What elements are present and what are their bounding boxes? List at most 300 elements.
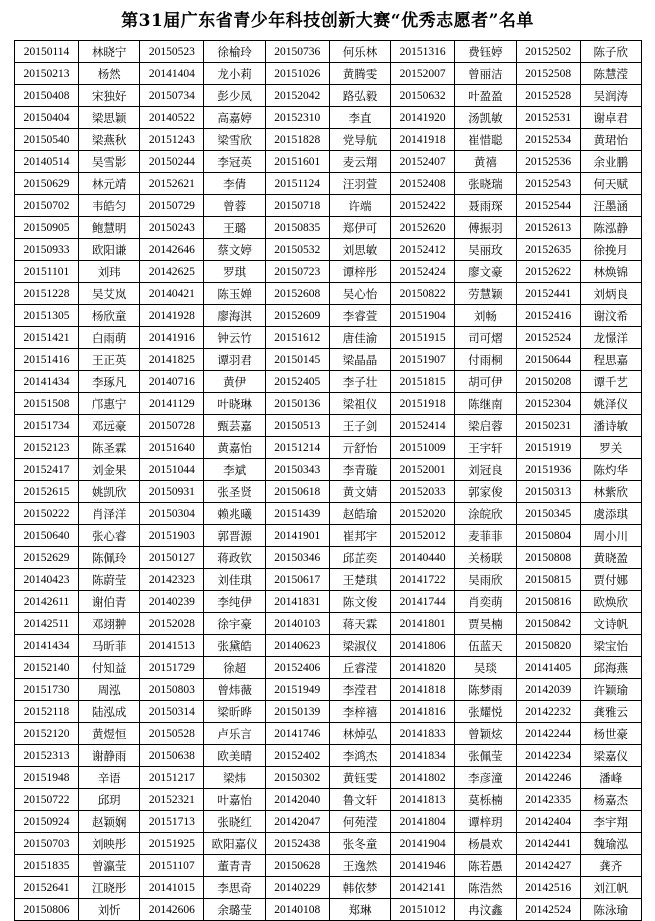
volunteer-name-cell: 李冠英 — [204, 151, 265, 173]
table-row — [15, 701, 642, 723]
volunteer-id-cell: 20152140 — [15, 657, 79, 679]
volunteer-name-cell: 王正英 — [79, 349, 140, 371]
volunteer-id-cell: 20141404 — [140, 63, 204, 85]
volunteer-id-cell: 20152438 — [265, 833, 329, 855]
volunteer-name-cell: 冉汶鑫 — [455, 899, 516, 921]
volunteer-id-cell: 20150702 — [15, 195, 79, 217]
volunteer-name-cell: 陈慧滢 — [580, 63, 641, 85]
volunteer-name-cell: 丘睿滢 — [329, 657, 390, 679]
volunteer-name-cell: 宋独好 — [79, 85, 140, 107]
volunteer-id-cell: 20141901 — [265, 525, 329, 547]
volunteer-name-cell: 林晓宁 — [79, 41, 140, 63]
volunteer-name-cell: 曾炜薇 — [204, 679, 265, 701]
volunteer-name-cell: 吴雨欣 — [455, 569, 516, 591]
volunteer-id-cell: 20150617 — [265, 569, 329, 591]
volunteer-name-cell: 李梓禧 — [329, 701, 390, 723]
volunteer-name-cell: 刘映彤 — [79, 833, 140, 855]
volunteer-name-cell: 邱海燕 — [580, 657, 641, 679]
volunteer-id-cell: 20142039 — [516, 679, 580, 701]
volunteer-name-cell: 刘江帆 — [580, 877, 641, 899]
volunteer-id-cell: 20150644 — [516, 349, 580, 371]
volunteer-id-cell: 20150404 — [15, 107, 79, 129]
volunteer-id-cell: 20150243 — [140, 217, 204, 239]
volunteer-name-cell: 郑琳 — [329, 899, 390, 921]
volunteer-id-cell: 20151601 — [265, 151, 329, 173]
volunteer-id-cell: 20142524 — [516, 899, 580, 921]
volunteer-id-cell: 20150304 — [140, 503, 204, 525]
volunteer-id-cell: 20152406 — [265, 657, 329, 679]
volunteer-id-cell: 20152118 — [15, 701, 79, 723]
volunteer-id-cell: 20150842 — [516, 613, 580, 635]
volunteer-id-cell: 20150804 — [516, 525, 580, 547]
volunteer-id-cell: 20141746 — [265, 723, 329, 745]
volunteer-name-cell: 陈继南 — [455, 393, 516, 415]
volunteer-name-cell: 郭家俊 — [455, 481, 516, 503]
volunteer-id-cell: 20152543 — [516, 173, 580, 195]
volunteer-id-cell: 20151316 — [391, 41, 455, 63]
volunteer-id-cell: 20142511 — [15, 613, 79, 635]
volunteer-name-cell: 白雨萌 — [79, 327, 140, 349]
volunteer-table — [14, 40, 642, 921]
volunteer-name-cell: 姚凯欣 — [79, 481, 140, 503]
volunteer-id-cell: 20141820 — [391, 657, 455, 679]
table-row — [15, 745, 642, 767]
volunteer-id-cell: 20151815 — [391, 371, 455, 393]
volunteer-id-cell: 20152544 — [516, 195, 580, 217]
volunteer-id-cell: 20151918 — [391, 393, 455, 415]
volunteer-name-cell: 陈若愚 — [455, 855, 516, 877]
volunteer-id-cell: 20151044 — [140, 459, 204, 481]
volunteer-name-cell: 何天赋 — [580, 173, 641, 195]
volunteer-id-cell: 20152620 — [391, 217, 455, 239]
volunteer-name-cell: 鲍慧明 — [79, 217, 140, 239]
volunteer-name-cell: 李纯伊 — [204, 591, 265, 613]
volunteer-name-cell: 黄嘉怡 — [204, 437, 265, 459]
volunteer-name-cell: 梁嘉仪 — [580, 745, 641, 767]
volunteer-id-cell: 20151907 — [391, 349, 455, 371]
volunteer-id-cell: 20150905 — [15, 217, 79, 239]
volunteer-id-cell: 20152042 — [265, 85, 329, 107]
volunteer-name-cell: 刘佳琪 — [204, 569, 265, 591]
volunteer-name-cell: 王楚琪 — [329, 569, 390, 591]
table-row — [15, 503, 642, 525]
table-row — [15, 129, 642, 151]
volunteer-name-cell: 梁炜 — [204, 767, 265, 789]
volunteer-name-cell: 张佩莹 — [455, 745, 516, 767]
volunteer-id-cell: 20150139 — [265, 701, 329, 723]
volunteer-name-cell: 张晓瑞 — [455, 173, 516, 195]
volunteer-name-cell: 李睿萱 — [329, 305, 390, 327]
volunteer-id-cell: 20141802 — [391, 767, 455, 789]
volunteer-id-cell: 20140522 — [140, 107, 204, 129]
volunteer-id-cell: 20150640 — [15, 525, 79, 547]
volunteer-id-cell: 20142625 — [140, 261, 204, 283]
volunteer-name-cell: 梁晶晶 — [329, 349, 390, 371]
volunteer-name-cell: 龚雅云 — [580, 701, 641, 723]
volunteer-id-cell: 20142611 — [15, 591, 79, 613]
volunteer-id-cell: 20151734 — [15, 415, 79, 437]
volunteer-id-cell: 20150408 — [15, 85, 79, 107]
volunteer-name-cell: 梁思颖 — [79, 107, 140, 129]
volunteer-id-cell: 20141833 — [391, 723, 455, 745]
volunteer-id-cell: 20152321 — [140, 789, 204, 811]
volunteer-id-cell: 20151439 — [265, 503, 329, 525]
volunteer-id-cell: 20141920 — [391, 107, 455, 129]
volunteer-name-cell: 江晓彤 — [79, 877, 140, 899]
table-row — [15, 85, 642, 107]
volunteer-name-cell: 许颖瑜 — [580, 679, 641, 701]
volunteer-id-cell: 20142427 — [516, 855, 580, 877]
volunteer-name-cell: 李思奇 — [204, 877, 265, 899]
volunteer-id-cell: 20150806 — [15, 899, 79, 921]
volunteer-id-cell: 20150629 — [15, 173, 79, 195]
volunteer-name-cell: 邝惠宁 — [79, 393, 140, 415]
volunteer-name-cell: 吴琰 — [455, 657, 516, 679]
volunteer-id-cell: 20150513 — [265, 415, 329, 437]
volunteer-id-cell: 20152536 — [516, 151, 580, 173]
volunteer-id-cell: 20141129 — [140, 393, 204, 415]
volunteer-name-cell: 谭梓彤 — [329, 261, 390, 283]
volunteer-id-cell: 20152615 — [15, 481, 79, 503]
volunteer-name-cell: 崔惜聪 — [455, 129, 516, 151]
volunteer-id-cell: 20141831 — [265, 591, 329, 613]
volunteer-name-cell: 汪墨涵 — [580, 195, 641, 217]
volunteer-id-cell: 20152609 — [265, 305, 329, 327]
volunteer-id-cell: 20150722 — [15, 789, 79, 811]
table-row — [15, 107, 642, 129]
volunteer-id-cell: 20142234 — [516, 745, 580, 767]
volunteer-id-cell: 20150540 — [15, 129, 79, 151]
volunteer-id-cell: 20141818 — [391, 679, 455, 701]
table-row — [15, 415, 642, 437]
volunteer-id-cell: 20150532 — [265, 239, 329, 261]
volunteer-name-cell: 谢静雨 — [79, 745, 140, 767]
volunteer-name-cell: 林元靖 — [79, 173, 140, 195]
volunteer-name-cell: 赵皓瑜 — [329, 503, 390, 525]
volunteer-name-cell: 张冬童 — [329, 833, 390, 855]
volunteer-name-cell: 邓翊翀 — [79, 613, 140, 635]
volunteer-name-cell: 汤凯敏 — [455, 107, 516, 129]
volunteer-id-cell: 20152417 — [15, 459, 79, 481]
volunteer-name-cell: 郭晋源 — [204, 525, 265, 547]
volunteer-name-cell: 林焯弘 — [329, 723, 390, 745]
table-row — [15, 173, 642, 195]
volunteer-id-cell: 20150244 — [140, 151, 204, 173]
table-row — [15, 657, 642, 679]
volunteer-id-cell: 20152028 — [140, 613, 204, 635]
volunteer-name-cell: 刘忻 — [79, 899, 140, 921]
table-row — [15, 767, 642, 789]
volunteer-name-cell: 付知益 — [79, 657, 140, 679]
volunteer-id-cell: 20151904 — [391, 305, 455, 327]
volunteer-id-cell: 20142244 — [516, 723, 580, 745]
volunteer-id-cell: 20150820 — [516, 635, 580, 657]
volunteer-name-cell: 谭羽君 — [204, 349, 265, 371]
volunteer-id-cell: 20151124 — [265, 173, 329, 195]
volunteer-id-cell: 20152001 — [391, 459, 455, 481]
volunteer-id-cell: 20152528 — [516, 85, 580, 107]
volunteer-id-cell: 20141744 — [391, 591, 455, 613]
volunteer-name-cell: 黄钰雯 — [329, 767, 390, 789]
table-row — [15, 679, 642, 701]
table-row — [15, 437, 642, 459]
volunteer-name-cell: 欧阳谦 — [79, 239, 140, 261]
volunteer-id-cell: 20141825 — [140, 349, 204, 371]
table-row — [15, 723, 642, 745]
volunteer-name-cell: 欧焕欣 — [580, 591, 641, 613]
volunteer-name-cell: 李青璇 — [329, 459, 390, 481]
volunteer-name-cell: 邱芷奕 — [329, 547, 390, 569]
table-row — [15, 305, 642, 327]
volunteer-name-cell: 傅振羽 — [455, 217, 516, 239]
volunteer-id-cell: 20151713 — [140, 811, 204, 833]
volunteer-name-cell: 梁淑仪 — [329, 635, 390, 657]
volunteer-id-cell: 20150632 — [391, 85, 455, 107]
volunteer-name-cell: 何乐林 — [329, 41, 390, 63]
volunteer-name-cell: 关杨联 — [455, 547, 516, 569]
volunteer-name-cell: 赖兆曦 — [204, 503, 265, 525]
volunteer-id-cell: 20150718 — [265, 195, 329, 217]
volunteer-name-cell: 陆泓成 — [79, 701, 140, 723]
volunteer-name-cell: 马昕菲 — [79, 635, 140, 657]
volunteer-name-cell: 曾瀛莹 — [79, 855, 140, 877]
volunteer-name-cell: 李子壮 — [329, 371, 390, 393]
volunteer-id-cell: 20150145 — [265, 349, 329, 371]
volunteer-id-cell: 20142606 — [140, 899, 204, 921]
volunteer-id-cell: 20150835 — [265, 217, 329, 239]
volunteer-id-cell: 20152424 — [391, 261, 455, 283]
volunteer-id-cell: 20150222 — [15, 503, 79, 525]
volunteer-id-cell: 20150924 — [15, 811, 79, 833]
volunteer-id-cell: 20151915 — [391, 327, 455, 349]
volunteer-name-cell: 邱玥 — [79, 789, 140, 811]
volunteer-name-cell: 贾付娜 — [580, 569, 641, 591]
volunteer-name-cell: 吴心怡 — [329, 283, 390, 305]
volunteer-name-cell: 罗琪 — [204, 261, 265, 283]
table-row — [15, 41, 642, 63]
volunteer-name-cell: 杨嘉杰 — [580, 789, 641, 811]
volunteer-name-cell: 陈灼华 — [580, 459, 641, 481]
volunteer-id-cell: 20141928 — [140, 305, 204, 327]
table-row — [15, 899, 642, 921]
table-row — [15, 613, 642, 635]
volunteer-id-cell: 20141434 — [15, 371, 79, 393]
volunteer-name-cell: 谢汶希 — [580, 305, 641, 327]
volunteer-name-cell: 司可熠 — [455, 327, 516, 349]
volunteer-name-cell: 林焕锦 — [580, 261, 641, 283]
volunteer-name-cell: 曾蓉 — [204, 195, 265, 217]
volunteer-name-cell: 张心睿 — [79, 525, 140, 547]
volunteer-name-cell: 余璐莹 — [204, 899, 265, 921]
table-row — [15, 283, 642, 305]
volunteer-id-cell: 20151640 — [140, 437, 204, 459]
volunteer-id-cell: 20152629 — [15, 547, 79, 569]
volunteer-id-cell: 20151026 — [265, 63, 329, 85]
volunteer-id-cell: 20141513 — [140, 635, 204, 657]
volunteer-name-cell: 李滢君 — [329, 679, 390, 701]
volunteer-name-cell: 罗关 — [580, 437, 641, 459]
volunteer-name-cell: 辛语 — [79, 767, 140, 789]
volunteer-name-cell: 蔡文婷 — [204, 239, 265, 261]
volunteer-name-cell: 张耀悦 — [455, 701, 516, 723]
volunteer-table-body — [15, 41, 642, 921]
volunteer-id-cell: 20150208 — [516, 371, 580, 393]
volunteer-id-cell: 20152608 — [265, 283, 329, 305]
table-row — [15, 239, 642, 261]
volunteer-name-cell: 李斌 — [204, 459, 265, 481]
volunteer-id-cell: 20152422 — [391, 195, 455, 217]
table-row — [15, 877, 642, 899]
volunteer-id-cell: 20152123 — [15, 437, 79, 459]
table-row — [15, 459, 642, 481]
volunteer-id-cell: 20150728 — [140, 415, 204, 437]
volunteer-id-cell: 20152402 — [265, 745, 329, 767]
volunteer-name-cell: 欧阳嘉仪 — [204, 833, 265, 855]
volunteer-name-cell: 亓舒怡 — [329, 437, 390, 459]
volunteer-id-cell: 20152502 — [516, 41, 580, 63]
table-row — [15, 151, 642, 173]
volunteer-name-cell: 周小川 — [580, 525, 641, 547]
volunteer-name-cell: 廖海淇 — [204, 305, 265, 327]
volunteer-id-cell: 20151421 — [15, 327, 79, 349]
volunteer-id-cell: 20150523 — [140, 41, 204, 63]
volunteer-id-cell: 20152405 — [265, 371, 329, 393]
table-row — [15, 371, 642, 393]
volunteer-name-cell: 费钰婷 — [455, 41, 516, 63]
volunteer-name-cell: 陈蔚莹 — [79, 569, 140, 591]
volunteer-name-cell: 麦云翔 — [329, 151, 390, 173]
volunteer-name-cell: 卢乐言 — [204, 723, 265, 745]
volunteer-name-cell: 党导航 — [329, 129, 390, 151]
table-row — [15, 789, 642, 811]
volunteer-name-cell: 刘炳良 — [580, 283, 641, 305]
volunteer-id-cell: 20151012 — [391, 899, 455, 921]
volunteer-id-cell: 20142141 — [391, 877, 455, 899]
volunteer-name-cell: 黄煜恒 — [79, 723, 140, 745]
volunteer-id-cell: 20150815 — [516, 569, 580, 591]
volunteer-id-cell: 20140421 — [140, 283, 204, 305]
table-row — [15, 635, 642, 657]
volunteer-id-cell: 20150213 — [15, 63, 79, 85]
volunteer-id-cell: 20152412 — [391, 239, 455, 261]
volunteer-name-cell: 陈文俊 — [329, 591, 390, 613]
volunteer-id-cell: 20152613 — [516, 217, 580, 239]
volunteer-id-cell: 20150931 — [140, 481, 204, 503]
volunteer-name-cell: 刘金果 — [79, 459, 140, 481]
volunteer-name-cell: 黄禧 — [455, 151, 516, 173]
volunteer-id-cell: 20152531 — [516, 107, 580, 129]
volunteer-id-cell: 20150346 — [265, 547, 329, 569]
volunteer-id-cell: 20141015 — [140, 877, 204, 899]
volunteer-name-cell: 曾丽洁 — [455, 63, 516, 85]
volunteer-id-cell: 20140623 — [265, 635, 329, 657]
volunteer-id-cell: 20142047 — [265, 811, 329, 833]
volunteer-id-cell: 20152641 — [15, 877, 79, 899]
volunteer-id-cell: 20151228 — [15, 283, 79, 305]
volunteer-name-cell: 梁雪欣 — [204, 129, 265, 151]
volunteer-name-cell: 高嘉婷 — [204, 107, 265, 129]
volunteer-id-cell: 20150736 — [265, 41, 329, 63]
volunteer-id-cell: 20150313 — [516, 481, 580, 503]
volunteer-name-cell: 梁昕晔 — [204, 701, 265, 723]
volunteer-id-cell: 20150127 — [140, 547, 204, 569]
volunteer-name-cell: 杨然 — [79, 63, 140, 85]
volunteer-name-cell: 陈圣霖 — [79, 437, 140, 459]
volunteer-name-cell: 李宇翔 — [580, 811, 641, 833]
volunteer-name-cell: 崔邦宇 — [329, 525, 390, 547]
volunteer-name-cell: 韦皓匀 — [79, 195, 140, 217]
volunteer-name-cell: 龙憬洋 — [580, 327, 641, 349]
volunteer-id-cell: 20152416 — [516, 305, 580, 327]
volunteer-name-cell: 李直 — [329, 107, 390, 129]
volunteer-id-cell: 20150638 — [140, 745, 204, 767]
volunteer-id-cell: 20150618 — [265, 481, 329, 503]
table-row — [15, 63, 642, 85]
volunteer-name-cell: 潘诗敏 — [580, 415, 641, 437]
volunteer-id-cell: 20151729 — [140, 657, 204, 679]
volunteer-name-cell: 刘玮 — [79, 261, 140, 283]
volunteer-name-cell: 李鸿杰 — [329, 745, 390, 767]
volunteer-id-cell: 20151948 — [15, 767, 79, 789]
volunteer-id-cell: 20151730 — [15, 679, 79, 701]
document-title: 第31届广东省青少年科技创新大赛“优秀志愿者”名单 — [121, 11, 534, 31]
volunteer-name-cell: 鲁文轩 — [329, 789, 390, 811]
volunteer-name-cell: 黄伊 — [204, 371, 265, 393]
volunteer-id-cell: 20152635 — [516, 239, 580, 261]
volunteer-id-cell: 20141405 — [516, 657, 580, 679]
volunteer-id-cell: 20140239 — [140, 591, 204, 613]
table-row — [15, 195, 642, 217]
volunteer-id-cell: 20141813 — [391, 789, 455, 811]
volunteer-id-cell: 20140514 — [15, 151, 79, 173]
volunteer-name-cell: 黄晓盈 — [580, 547, 641, 569]
volunteer-name-cell: 彭少凤 — [204, 85, 265, 107]
volunteer-name-cell: 欧美晴 — [204, 745, 265, 767]
volunteer-id-cell: 20141804 — [391, 811, 455, 833]
volunteer-name-cell: 刘思敏 — [329, 239, 390, 261]
volunteer-name-cell: 陈泳瑜 — [580, 899, 641, 921]
volunteer-name-cell: 蒋天霖 — [329, 613, 390, 635]
volunteer-id-cell: 20152524 — [516, 327, 580, 349]
volunteer-name-cell: 程思嘉 — [580, 349, 641, 371]
volunteer-id-cell: 20152621 — [140, 173, 204, 195]
table-row — [15, 261, 642, 283]
volunteer-name-cell: 王宇轩 — [455, 437, 516, 459]
volunteer-name-cell: 胡可伊 — [455, 371, 516, 393]
volunteer-name-cell: 黄腾雯 — [329, 63, 390, 85]
volunteer-name-cell: 吴艾岚 — [79, 283, 140, 305]
volunteer-id-cell: 20151903 — [140, 525, 204, 547]
volunteer-name-cell: 姚泽仪 — [580, 393, 641, 415]
volunteer-name-cell: 陈玉婵 — [204, 283, 265, 305]
volunteer-id-cell: 20152304 — [516, 393, 580, 415]
volunteer-name-cell: 刘冠良 — [455, 459, 516, 481]
volunteer-name-cell: 陈子欣 — [580, 41, 641, 63]
volunteer-name-cell: 贾昊楠 — [455, 613, 516, 635]
volunteer-id-cell: 20150231 — [516, 415, 580, 437]
volunteer-name-cell: 魏瑜泓 — [580, 833, 641, 855]
volunteer-id-cell: 20151243 — [140, 129, 204, 151]
volunteer-id-cell: 20152012 — [391, 525, 455, 547]
table-row — [15, 327, 642, 349]
table-row — [15, 591, 642, 613]
volunteer-name-cell: 肖奕萌 — [455, 591, 516, 613]
volunteer-name-cell: 杨欣童 — [79, 305, 140, 327]
volunteer-name-cell: 张晓红 — [204, 811, 265, 833]
volunteer-name-cell: 谭梓玥 — [455, 811, 516, 833]
volunteer-id-cell: 20151305 — [15, 305, 79, 327]
volunteer-name-cell: 曾颖炫 — [455, 723, 516, 745]
